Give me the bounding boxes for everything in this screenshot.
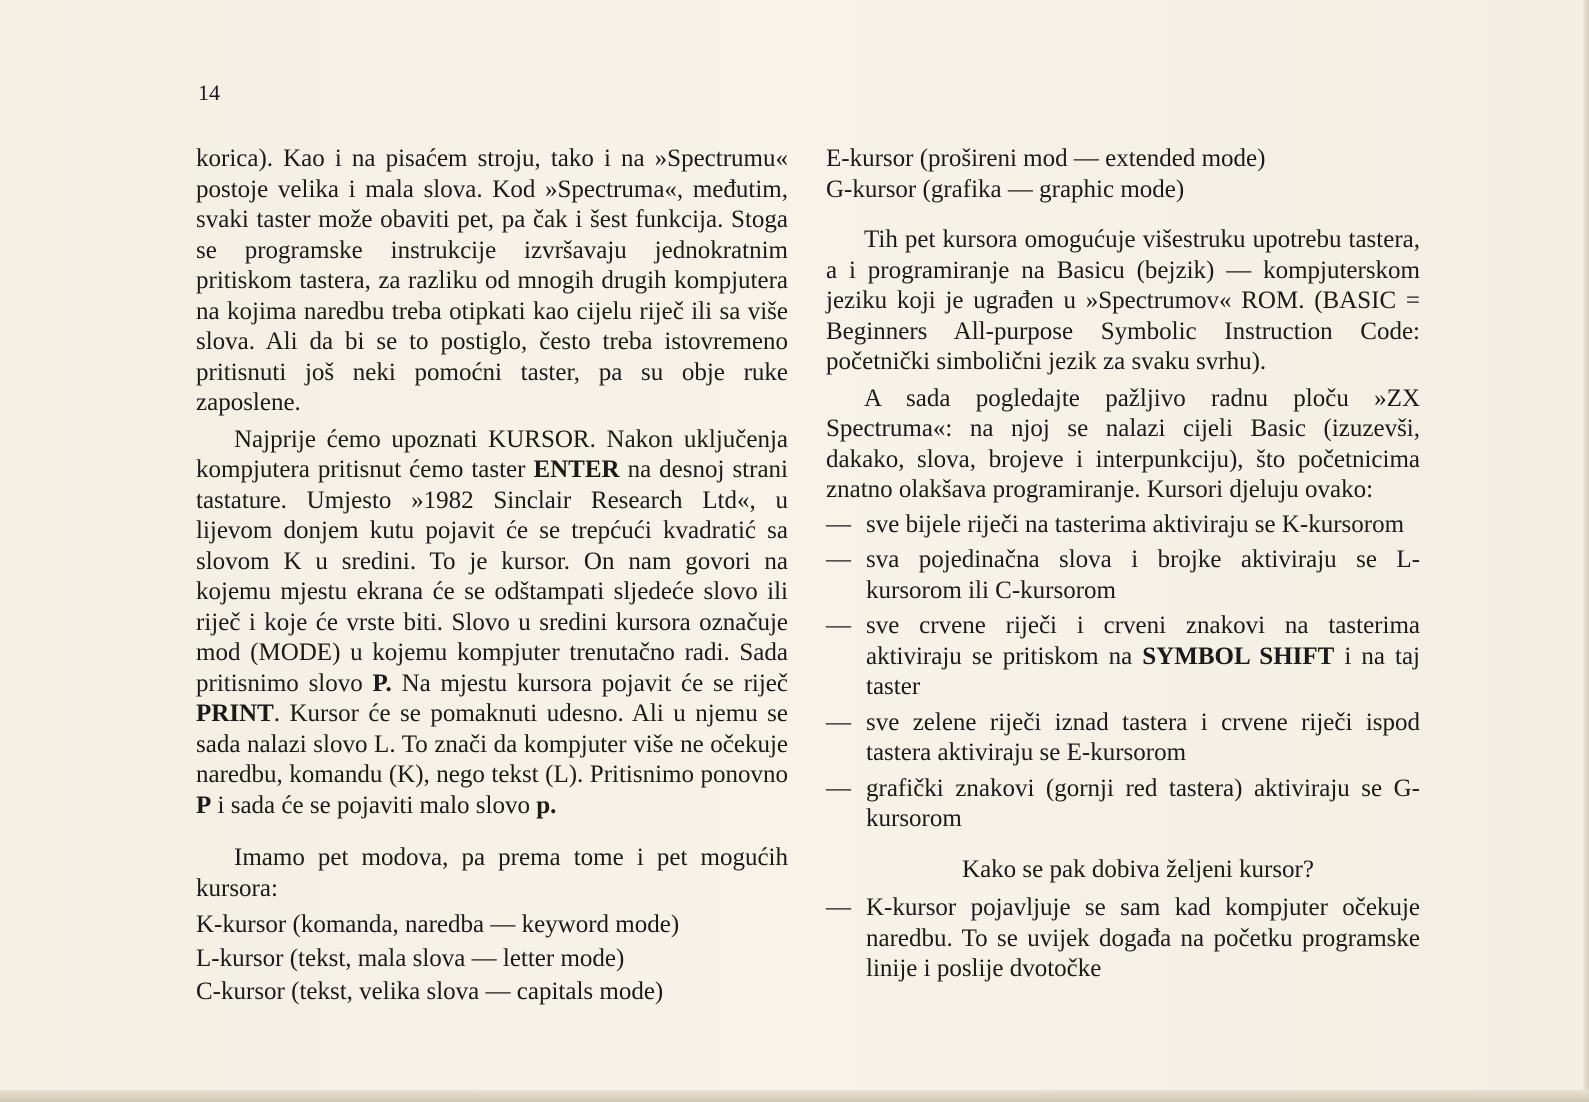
bold-p: P — [196, 791, 212, 819]
dash-marker: — — [826, 774, 851, 802]
list-item-text: sve bijele riječi na tasterima aktiviraju se K-kursorom — [866, 510, 1405, 538]
mode-line: L-kursor (tekst, mala slova — letter mode) — [196, 944, 625, 972]
list-item-text: sva pojedinačna slova i brojke aktiviraju se L-kursorom ili C-kursorom — [866, 546, 1420, 604]
page-edge — [1583, 0, 1589, 1102]
text-run: sve crvene riječi i crveni znakovi na tasterima aktiviraju se pritiskom na — [866, 612, 1420, 670]
dash-marker: — — [826, 894, 851, 921]
paragraph: korica). Kao i na pisaćem stroju, tako i na »Spectrumu« postoje velika i mala slova. Kod »Spectruma«, međutim, svaki taster može obaviti pet, pa čak i šest funkcija. Stoga se programske instrukcije izvršavaju jednokratnim pritiskom tastera, za razliku od mnogih drugih kompjutera na kojima naredbu treba otipkati kao cijelu riječ ili sa više slova. Ali da bi se to postiglo, često treba istovremeno pritisnuti još neki pomoćni taster, pa su obje ruke zaposlene. — [196, 145, 788, 416]
text-run: Najprije ćemo upoznati KURSOR. Nakon uključenja kompjutera pritisnut ćemo taster — [196, 425, 788, 483]
list-item-text: K-kursor pojavljuje se sam kad kompjuter očekuje naredbu. To se uvijek događa na početku programske linije i poslije dvotočke — [866, 894, 1420, 982]
text-run: na desnoj strani tastature. Umjesto »1982 Sinclair Research Ltd«, u lijevom donjem kutu pojavit će se trepćući kvadratić sa slovom K u sredini. To je kursor. On nam govori na kojemu mjestu ekrana će se odštampati sljedeće slovo ili riječ i koje će vrste biti. Slovo u sredini kursora označuje mod (MODE) u kojemu kompjuter trenutačno radi. Sada pritisnimo slovo — [196, 456, 788, 697]
list-item — [826, 774, 1420, 835]
page-edge — [0, 1090, 1589, 1102]
list-item — [826, 545, 1420, 606]
text-run: Na mjestu kursora pojavit će se riječ — [391, 669, 788, 697]
bold-symbol-shift: SYMBOL SHIFT — [1142, 642, 1335, 670]
dash-marker: — — [826, 546, 851, 573]
list-item — [826, 611, 1420, 703]
left-column — [196, 144, 788, 1008]
list-item-text: grafički znakovi (gornji red tastera) aktiviraju se G-kursorom — [866, 774, 1420, 832]
mode-line: G-kursor (grafika — graphic mode) — [826, 175, 1185, 203]
bold-p-lower: p. — [536, 791, 557, 819]
right-column — [826, 144, 1420, 985]
dash-marker: — — [826, 708, 851, 736]
bold-print: PRINT — [196, 700, 274, 727]
dash-marker: — — [826, 612, 851, 639]
list-item — [826, 893, 1420, 985]
mode-line: C-kursor (tekst, velika slova — capitals mode) — [196, 978, 664, 1005]
list-item — [826, 708, 1420, 769]
paragraph: Tih pet kursora omogućuje višestruku upotrebu tastera, a i programiranje na Basicu (bejzik) — kompjuterskom jeziku koji je ugrađen u »Spectrumov« ROM. (BASIC = Beginners All-purpose Symbolic Instruction Code: početnički simbolični jezik za svaku svrhu). — [826, 226, 1420, 375]
text-run: . Kursor će se pomaknuti udesno. Ali u njemu se sada nalazi slovo L. To znači da kompjuter više ne očekuje naredbu, komandu (K), nego tekst (L). Pritisnimo ponovno — [196, 700, 788, 788]
mode-line: K-kursor (komanda, naredba — keyword mode) — [196, 911, 680, 938]
paragraph-kursor — [196, 425, 788, 822]
text-run: i na taj taster — [866, 642, 1420, 700]
list-item — [826, 510, 1420, 541]
page-number: 14 — [198, 80, 220, 105]
dash-marker: — — [826, 510, 851, 538]
bold-enter: ENTER — [533, 456, 620, 483]
list-item-text — [866, 611, 1420, 703]
paragraph-modes-intro: Imamo pet modova, pa prema tome i pet mogućih kursora: — [196, 844, 788, 902]
text-run: i sada će se pojaviti malo slovo — [211, 791, 537, 819]
section-question: Kako se pak dobiva željeni kursor? — [962, 855, 1314, 883]
paragraph: A sada pogledajte pažljivo radnu ploču »ZX Spectruma«: na njoj se nalazi cijeli Basic (izuzevši, dakako, slova, brojeve i interpunkciju), što početnicima znatno olakšava programiranje. Kursori djeluju ovako: — [826, 384, 1420, 503]
mode-line: E-kursor (prošireni mod — extended mode) — [826, 145, 1266, 172]
bold-p: P. — [372, 669, 392, 697]
list-item-text: sve zelene riječi iznad tastera i crvene riječi ispod tastera aktiviraju se E-kursorom — [866, 708, 1420, 766]
